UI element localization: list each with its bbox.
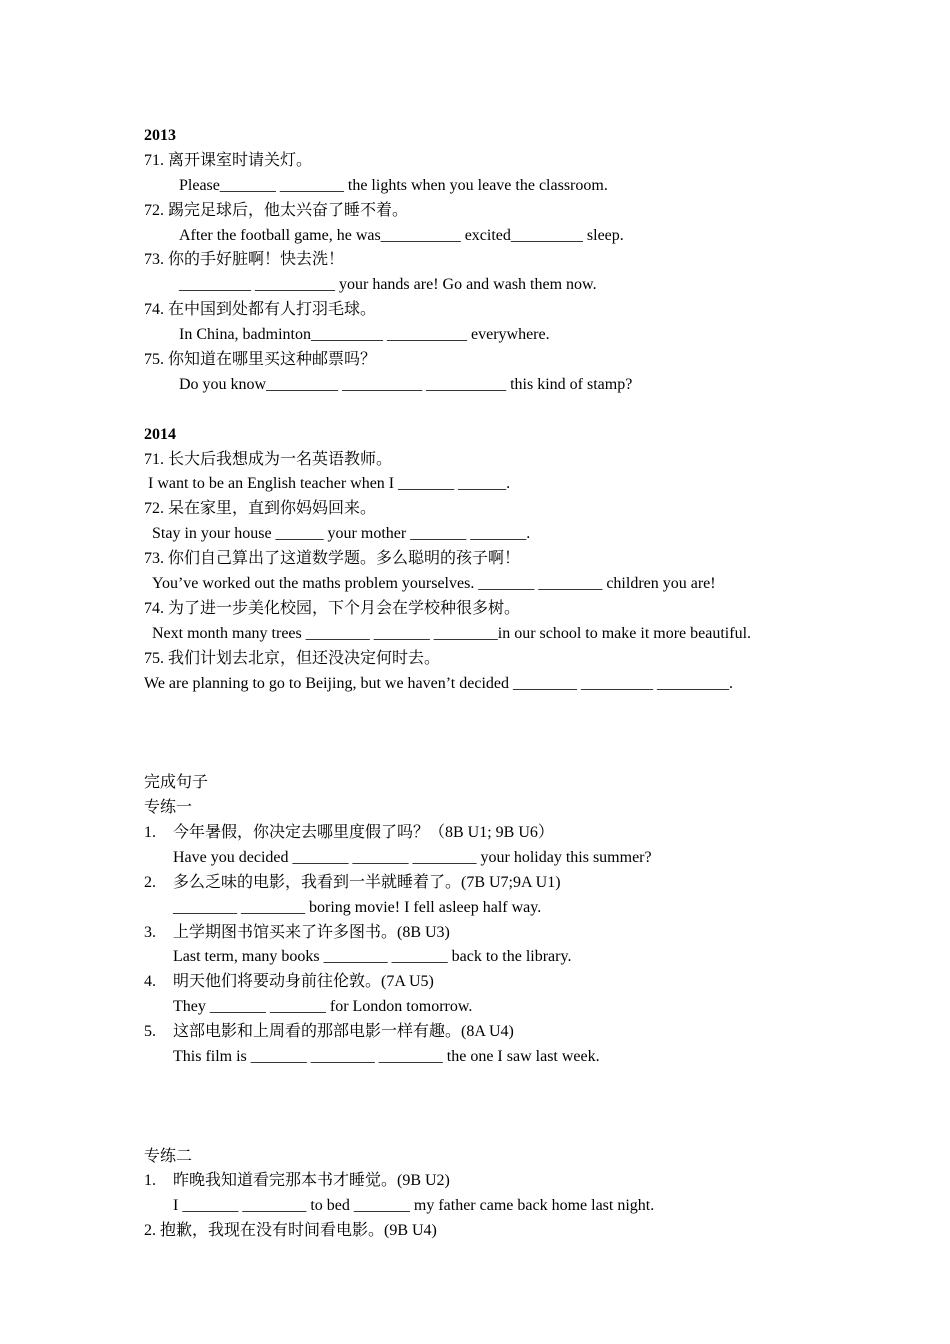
- item-number: 2.: [144, 873, 156, 891]
- item-cn-text: 今年暑假，你决定去哪里度假了吗？（8B U1; 9B U6）: [173, 823, 554, 841]
- drill-item-en: This film is _______ ________ ________ the one I saw last week.: [173, 1047, 600, 1065]
- item-number: 3.: [144, 923, 156, 941]
- question-en: After the football game, he was__________ excited_________ sleep.: [179, 226, 624, 244]
- question-en: _________ __________ your hands are! Go and wash them now.: [179, 276, 597, 294]
- question-en: Do you know_________ __________ __________ this kind of stamp?: [179, 375, 633, 393]
- drill-item-cn: 2. 抱歉，我现在没有时间看电影。(9B U4): [144, 1222, 437, 1240]
- question-en: I want to be an English teacher when I _______ ______.: [148, 475, 511, 493]
- item-cn-text: 上学期图书馆买来了许多图书。(8B U3): [173, 923, 450, 941]
- section-title: 完成句子: [144, 774, 209, 792]
- question-cn: 72. 踢完足球后，他太兴奋了睡不着。: [144, 201, 409, 219]
- question-cn: 73. 你们自己算出了这道数学题。多么聪明的孩子啊！: [144, 550, 521, 568]
- drill-heading: 专练一: [144, 799, 193, 817]
- drill-item-en: They _______ _______ for London tomorrow.: [173, 998, 473, 1016]
- spacer: [144, 1070, 824, 1145]
- question-cn: 74. 为了进一步美化校园，下个月会在学校种很多树。: [144, 599, 521, 617]
- question-cn: 74. 在中国到处都有人打羽毛球。: [144, 301, 377, 319]
- item-cn-text: 多么乏味的电影，我看到一半就睡着了。(7B U7;9A U1): [173, 873, 561, 891]
- drill-item-en: ________ ________ boring movie! I fell asleep half way.: [173, 898, 542, 916]
- question-en: Next month many trees ________ _______ ________in our school to make it more beautiful.: [152, 624, 752, 642]
- question-cn: 73. 你的手好脏啊！快去洗！: [144, 251, 345, 269]
- section-year-2014: 2014: [144, 425, 176, 443]
- question-en: In China, badminton_________ __________ everywhere.: [179, 326, 550, 344]
- drill-item-cn: [144, 1169, 824, 1194]
- item-number: 1.: [144, 1172, 156, 1190]
- question-en: You’ve worked out the maths problem yourselves. _______ ________ children you are!: [152, 575, 716, 593]
- question-en: Stay in your house ______ your mother _______ _______.: [152, 525, 531, 543]
- item-cn-text: 明天他们将要动身前往伦敦。(7A U5): [173, 973, 434, 991]
- drill-item-cn: [144, 921, 824, 946]
- drill-item-cn: [144, 821, 824, 846]
- spacer: [144, 398, 824, 423]
- drill-item-cn: [144, 970, 824, 995]
- question-en: Please_______ ________ the lights when you leave the classroom.: [179, 176, 608, 194]
- worksheet: [144, 124, 824, 1244]
- question-cn: 75. 我们计划去北京，但还没决定何时去。: [144, 649, 441, 667]
- spacer: [144, 696, 824, 771]
- drill-item-en: Last term, many books ________ _______ back to the library.: [173, 948, 572, 966]
- question-cn: 75. 你知道在哪里买这种邮票吗？: [144, 351, 377, 369]
- question-en: We are planning to go to Beijing, but we haven’t decided ________ _________ _________.: [144, 674, 733, 692]
- drill-item-en: Have you decided _______ _______ ________ your holiday this summer?: [173, 848, 652, 866]
- item-cn-text: 这部电影和上周看的那部电影一样有趣。(8A U4): [173, 1023, 514, 1041]
- drill-heading: 专练二: [144, 1147, 193, 1165]
- drill-item-cn: [144, 871, 824, 896]
- item-number: 4.: [144, 973, 156, 991]
- drill-item-cn: [144, 1020, 824, 1045]
- question-cn: 71. 长大后我想成为一名英语教师。: [144, 450, 393, 468]
- item-number: 5.: [144, 1023, 156, 1041]
- item-number: 1.: [144, 823, 156, 841]
- section-year-2013: 2013: [144, 127, 176, 144]
- question-cn: 72. 呆在家里，直到你妈妈回来。: [144, 500, 377, 518]
- question-cn: 71. 离开课室时请关灯。: [144, 151, 313, 169]
- drill-item-en: I _______ ________ to bed _______ my father came back home last night.: [173, 1197, 655, 1215]
- item-cn-text: 昨晚我知道看完那本书才睡觉。(9B U2): [173, 1172, 450, 1190]
